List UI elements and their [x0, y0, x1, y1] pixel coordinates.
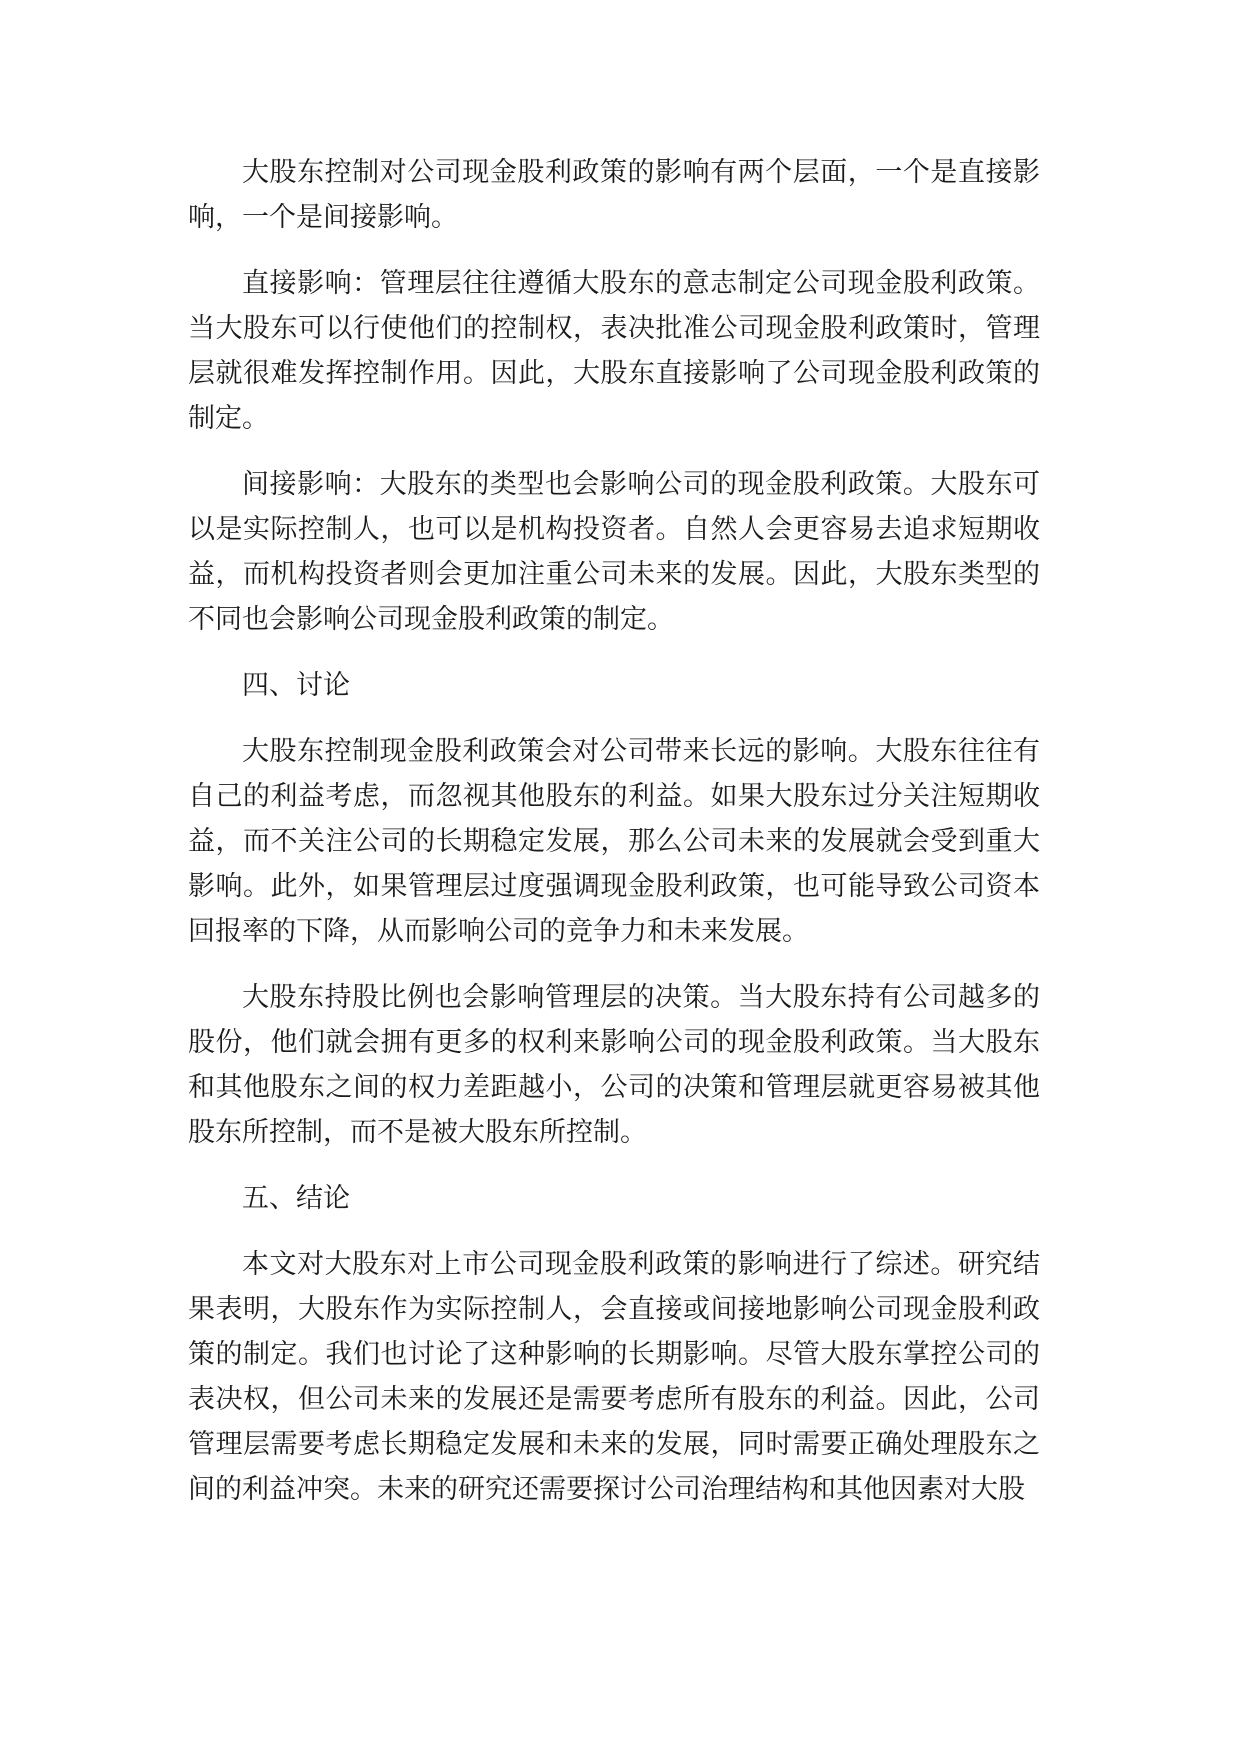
document-page [188, 150, 1040, 1533]
paragraph-discussion-shareholding: 大股东持股比例也会影响管理层的决策。当大股东持有公司越多的股份，他们就会拥有更多的权利来影响公司的现金股利政策。当大股东和其他股东之间的权力差距越小，公司的决策和管理层就更容易被其他股东所控制，而不是被大股东所控制。 [188, 982, 1040, 1148]
paragraph-discussion-long-term: 大股东控制现金股利政策会对公司带来长远的影响。大股东往往有自己的利益考虑，而忽视其他股东的利益。如果大股东过分关注短期收益，而不关注公司的长期稳定发展，那么公司未来的发展就会受到重大影响。此外，如果管理层过度强调现金股利政策，也可能导致公司资本回报率的下降，从而影响公司的竞争力和未来发展。 [188, 736, 1040, 947]
paragraph-impact-levels: 大股东控制对公司现金股利政策的影响有两个层面，一个是直接影响，一个是间接影响。 [188, 157, 1040, 233]
paragraph-direct-impact: 直接影响：管理层往往遵循大股东的意志制定公司现金股利政策。当大股东可以行使他们的控制权，表决批准公司现金股利政策时，管理层就很难发挥控制作用。因此，大股东直接影响了公司现金股利政策的制定。 [188, 268, 1040, 434]
section-heading-conclusion: 五、结论 [242, 1183, 350, 1214]
paragraph-conclusion: 本文对大股东对上市公司现金股利政策的影响进行了综述。研究结果表明，大股东作为实际控制人，会直接或间接地影响公司现金股利政策的制定。我们也讨论了这种影响的长期影响。尽管大股东掌控公司的表决权，但公司未来的发展还是需要考虑所有股东的利益。因此，公司管理层需要考虑长期稳定发展和未来的发展，同时需要正确处理股东之间的利益冲突。未来的研究还需要探讨公司治理结构和其他因素对大股 [188, 1249, 1040, 1505]
section-heading-discussion: 四、讨论 [242, 670, 350, 701]
paragraph-indirect-impact: 间接影响：大股东的类型也会影响公司的现金股利政策。大股东可以是实际控制人，也可以是机构投资者。自然人会更容易去追求短期收益，而机构投资者则会更加注重公司未来的发展。因此，大股东类型的不同也会影响公司现金股利政策的制定。 [188, 469, 1040, 635]
